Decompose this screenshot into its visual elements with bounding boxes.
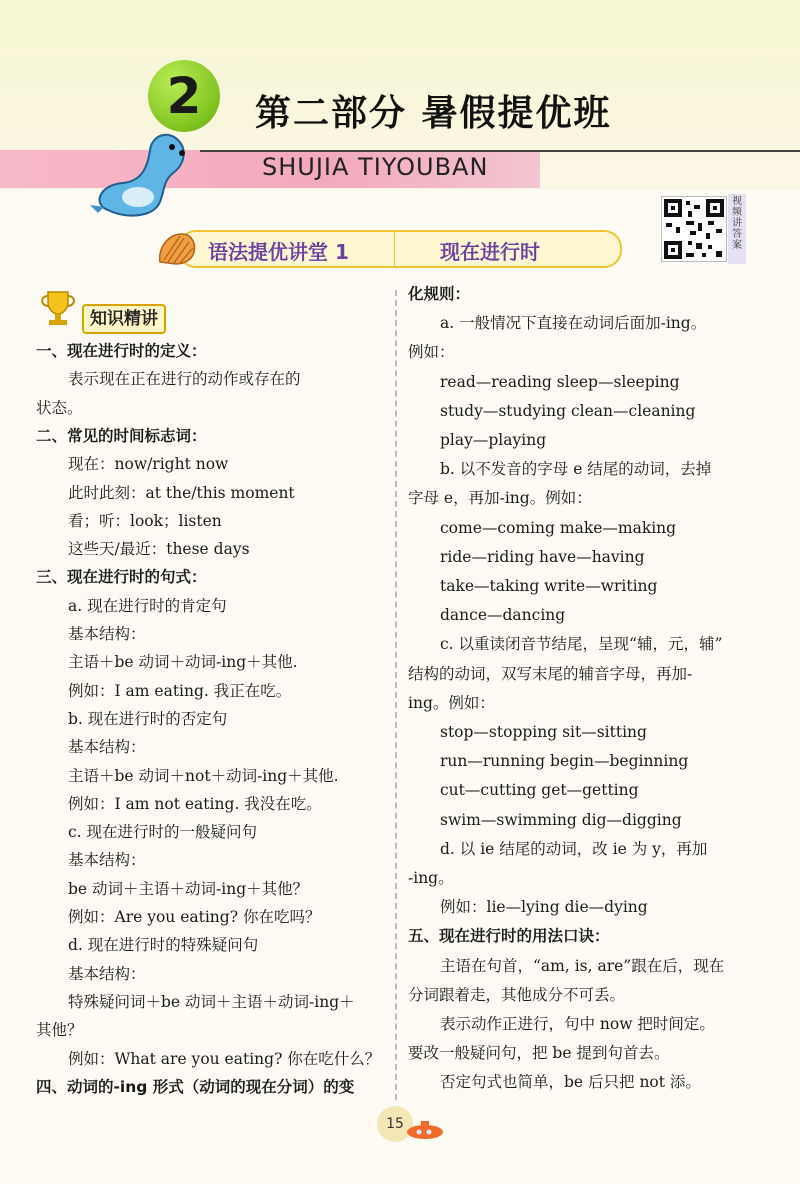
- page-number: 15: [377, 1106, 413, 1142]
- text-line: -ing。: [408, 869, 454, 887]
- text-line: d. 以 ie 结尾的动词，改 ie 为 y，再加: [440, 839, 708, 858]
- section-heading-line: 化规则：: [408, 285, 471, 303]
- text-line: 基本结构：: [68, 738, 146, 757]
- section-heading-line: 四、动词的-ing 形式（动词的现在分词）的变: [36, 1077, 355, 1096]
- text-line: 基本结构：: [68, 851, 146, 870]
- text-line: c. 现在进行时的一般疑问句: [68, 823, 258, 842]
- text-line: ing。例如：: [408, 693, 495, 712]
- page-title: 第二部分 暑假提优班: [255, 93, 612, 134]
- section-heading-line: 二、常见的时间标志词：: [36, 426, 207, 445]
- header-rule: [200, 150, 800, 152]
- text-line: a. 现在进行时的肯定句: [68, 596, 227, 615]
- text-line: 看；听：look；listen: [68, 511, 222, 530]
- text-line: cut—cutting get—getting: [440, 781, 639, 800]
- text-line: come—coming make—making: [440, 518, 677, 537]
- text-line: 特殊疑问词＋be 动词＋主语＋动词-ing＋: [68, 992, 355, 1011]
- banner-topic-label: 现在进行时: [440, 240, 540, 264]
- section-heading-line: 五、现在进行时的用法口诀：: [408, 927, 610, 946]
- text-line: 基本结构：: [68, 964, 146, 983]
- text-line: dance—dancing: [440, 606, 566, 625]
- trophy-icon: [36, 288, 80, 328]
- text-line: 例如：Are you eating? 你在吃吗？: [68, 908, 321, 926]
- text-line: 例如：lie—lying die—dying: [440, 898, 648, 917]
- shell-icon: [156, 228, 198, 268]
- text-line: 状态。: [36, 398, 83, 417]
- text-line: 结构的动词，双写末尾的辅音字母，再加-: [408, 664, 693, 683]
- text-line: 例如：I am not eating. 我没在吃。: [68, 794, 322, 813]
- part-number-badge: 2: [148, 60, 220, 132]
- text-line: read—reading sleep—sleeping: [440, 372, 680, 391]
- text-line: 分词跟着走，其他成分不可丢。: [408, 985, 626, 1004]
- text-line: 表示动作正进行，句中 now 把时间定。: [440, 1015, 715, 1033]
- section-heading: 知识精讲: [82, 304, 166, 334]
- text-line: 主语＋be 动词＋not＋动词-ing＋其他.: [68, 766, 339, 785]
- text-line: 现在：now/right now: [68, 455, 229, 474]
- qr-code-icon[interactable]: [661, 196, 727, 262]
- text-line: b. 以不发音的字母 e 结尾的动词，去掉: [440, 460, 712, 479]
- text-line: 否定句式也简单，be 后只把 not 添。: [440, 1073, 701, 1092]
- submarine-icon: [405, 1118, 445, 1140]
- text-line: take—taking write—writing: [440, 577, 658, 595]
- text-line: 主语＋be 动词＋动词-ing＋其他.: [68, 653, 298, 672]
- text-line: 这些天/最近：these days: [68, 540, 250, 559]
- text-line: 字母 e，再加-ing。例如：: [408, 489, 592, 508]
- text-line: 例如：: [408, 343, 455, 362]
- text-line: be 动词＋主语＋动词-ing＋其他？: [68, 879, 309, 898]
- text-line: stop—stopping sit—sitting: [440, 723, 647, 741]
- text-line: 其他？: [36, 1021, 83, 1040]
- banner-lesson-label: 语法提优讲堂 1: [208, 240, 349, 264]
- text-line: ride—riding have—having: [440, 547, 645, 566]
- column-divider: [395, 290, 397, 1100]
- text-line: c. 以重读闭音节结尾，呈现“辅，元，辅”: [440, 635, 723, 654]
- section-heading-line: 三、现在进行时的句式：: [36, 568, 207, 587]
- seal-mascot-icon: [88, 125, 208, 220]
- text-line: swim—swimming dig—digging: [440, 810, 682, 829]
- text-line: 例如：What are you eating? 你在吃什么？: [68, 1049, 381, 1068]
- page-subtitle: SHUJIA TIYOUBAN: [262, 153, 489, 181]
- text-line: 要改一般疑问句，把 be 提到句首去。: [408, 1044, 670, 1063]
- text-line: 基本结构：: [68, 625, 146, 643]
- text-line: study—studying clean—cleaning: [440, 401, 696, 420]
- text-line: b. 现在进行时的否定句: [68, 709, 228, 728]
- text-line: 表示现在正在进行的动作或存在的: [68, 370, 301, 389]
- text-line: 例如：I am eating. 我正在吃。: [68, 681, 292, 700]
- text-line: run—running begin—beginning: [440, 752, 689, 771]
- text-line: 此时此刻：at the/this moment: [68, 483, 295, 502]
- banner-divider: [394, 232, 395, 266]
- text-line: 主语在句首，“am, is, are”跟在后，现在: [440, 956, 725, 975]
- qr-label: 视频讲答案: [728, 194, 746, 264]
- text-line: play—playing: [440, 431, 547, 449]
- section-heading-line: 一、现在进行时的定义：: [36, 342, 207, 360]
- text-line: a. 一般情况下直接在动词后面加-ing。: [440, 314, 707, 333]
- text-line: d. 现在进行时的特殊疑问句: [68, 936, 259, 955]
